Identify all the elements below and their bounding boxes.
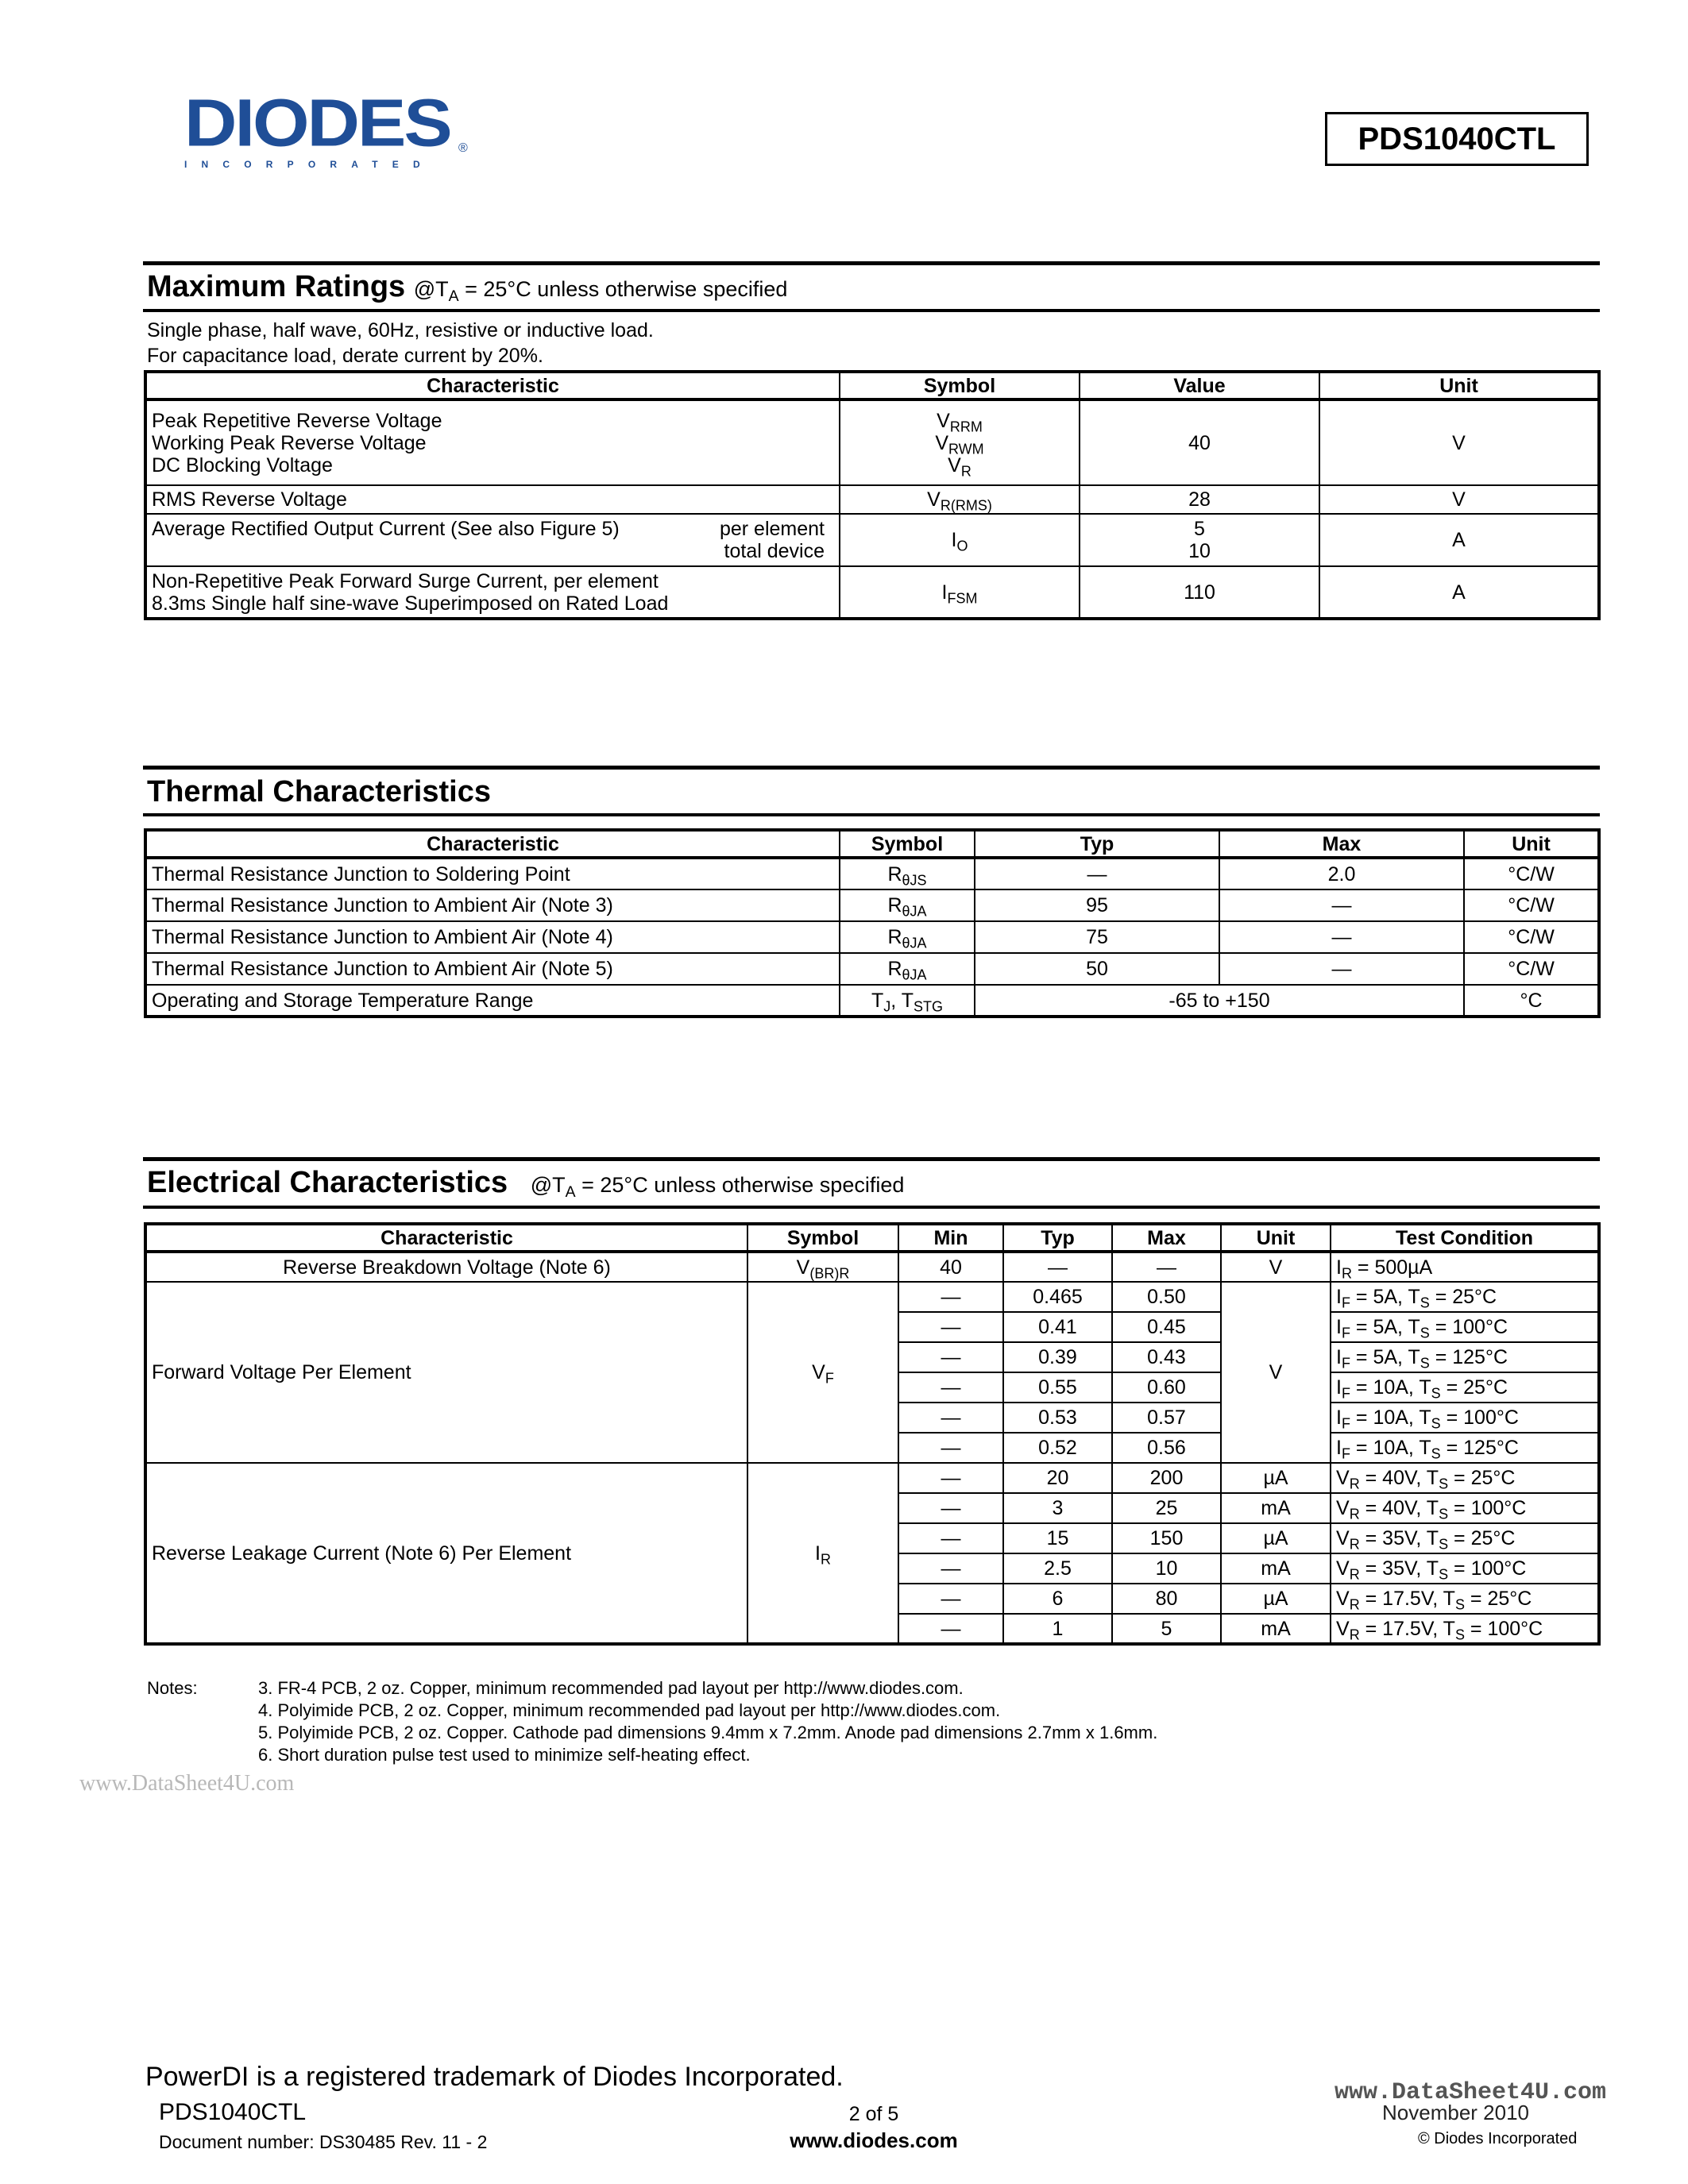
footer-date: November 2010 [1382, 2101, 1529, 2124]
section-rule [143, 261, 1600, 265]
footer-website-link[interactable]: www.diodes.com [790, 2128, 958, 2152]
footer-trademark: PowerDI is a registered trademark of Diodes Incorporated. [145, 2062, 844, 2092]
note-item: 6. Short duration pulse test used to minimize self-heating effect. [258, 1745, 751, 1765]
column-header: Characteristic [145, 372, 840, 399]
table-row: Reverse Leakage Current (Note 6) Per Element $I_R$ — 20 200 µA $V_R = 40V$, $T_S = 25^\circ C$ [145, 1463, 1599, 1493]
table-row [145, 399, 1599, 485]
table-row: Thermal Resistance Junction to Ambient Air (Note 3) $R_{\theta JA}$ 95 — °C/W [145, 889, 1599, 921]
table-header-row [145, 830, 1599, 858]
characteristic-cell: RMS Reverse Voltage [145, 485, 840, 514]
logo-registered-mark: ® [458, 141, 468, 155]
table-header-row: Characteristic Symbol Min Typ Max Unit Test Condition [145, 1224, 1599, 1252]
column-header: Symbol [840, 830, 975, 858]
thermal-title: Thermal Characteristics [147, 775, 491, 808]
symbol-cell: $I_O$ [840, 514, 1080, 566]
section-rule [143, 813, 1600, 816]
table-row: Thermal Resistance Junction to Ambient Air (Note 5) $R_{\theta JA}$ 50 — °C/W [145, 953, 1599, 985]
characteristic-cell: Non-Repetitive Peak Forward Surge Current, per element 8.3ms Single half sine-wave Superimposed on Rated Load [145, 566, 840, 619]
symbol-cell: $V_{RRM}$ $V_{RWM}$ $V_R$ [840, 399, 1080, 485]
unit-cell: A [1319, 514, 1599, 566]
unit-cell: V [1319, 485, 1599, 514]
characteristic-cell: Average Rectified Output Current (See also Figure 5) per element total device [145, 514, 840, 566]
table-row [145, 485, 1599, 514]
table-row: Forward Voltage Per Element $V_F$ — 0.465 0.50 V $I_F = 5A$, $T_S = 25^\circ C$ [145, 1282, 1599, 1312]
value-cell: 110 [1080, 566, 1319, 619]
footer-page-number: 2 of 5 [848, 2103, 899, 2125]
max-ratings-title: Maximum Ratings [147, 270, 406, 303]
section-rule [143, 766, 1600, 770]
note-item: 4. Polyimide PCB, 2 oz. Copper, minimum recommended pad layout per http://www.diodes.com. [258, 1700, 1001, 1720]
logo-subtitle: INCORPORATED [184, 159, 435, 170]
value-cell: 40 [1080, 399, 1319, 485]
electrical-title: Electrical Characteristics [147, 1166, 508, 1199]
column-header: Characteristic [145, 830, 840, 858]
table-row: — 2.5 10 mA $V_R = 35V$, $T_S = 100^\circ C$ [145, 1553, 1599, 1584]
table-row [145, 566, 1599, 619]
characteristic-cell: Peak Repetitive Reverse Voltage Working Peak Reverse Voltage DC Blocking Voltage [145, 399, 840, 485]
logo-wordmark: DIODES [184, 85, 450, 160]
footer-document-number: Document number: DS30485 Rev. 11 - 2 [159, 2132, 488, 2152]
column-header: Symbol [840, 372, 1080, 399]
column-header: Typ [975, 830, 1219, 858]
note-item: 3. FR-4 PCB, 2 oz. Copper, minimum recommended pad layout per http://www.diodes.com. [258, 1678, 964, 1698]
table-row: Operating and Storage Temperature Range $T_J$, $T_{STG}$ -65 to +150 °C [145, 985, 1599, 1017]
section-rule [143, 1157, 1600, 1161]
section-rule [143, 1206, 1600, 1209]
table-row [145, 514, 1599, 566]
unit-cell: V [1319, 399, 1599, 485]
diodes-logo [184, 85, 468, 170]
table-header-row [145, 372, 1599, 399]
watermark-left: www.DataSheet4U.com [79, 1771, 295, 1796]
table-row: — 0.41 0.45 $I_F = 5A$, $T_S = 100^\circ C$ [145, 1312, 1599, 1342]
section-rule [143, 309, 1600, 312]
electrical-heading [147, 1166, 904, 1200]
value-cell: 28 [1080, 485, 1319, 514]
table-row: — 0.55 0.60 $I_F = 10A$, $T_S = 25^\circ C$ [145, 1372, 1599, 1403]
table-row: — 6 80 µA $V_R = 17.5V$, $T_S = 25^\circ C$ [145, 1584, 1599, 1614]
part-number-box: PDS1040CTL [1325, 112, 1589, 166]
electrical-table [144, 1222, 1601, 1646]
table-row: Thermal Resistance Junction to Ambient Air (Note 4) $R_{\theta JA}$ 75 — °C/W [145, 921, 1599, 953]
column-header: Unit [1319, 372, 1599, 399]
table-row: — 3 25 mA $V_R = 40V$, $T_S = 100^\circ C$ [145, 1493, 1599, 1523]
column-header: Max [1219, 830, 1464, 858]
footer-part-number: PDS1040CTL [159, 2099, 307, 2125]
value-cell: 5 10 [1080, 514, 1319, 566]
table-row: — 0.53 0.57 $I_F = 10A$, $T_S = 100^\circ C$ [145, 1403, 1599, 1433]
unit-cell: A [1319, 566, 1599, 619]
symbol-cell: $I_{FSM}$ [840, 566, 1080, 619]
max-ratings-condition: $@T_A = 25^\circ C$ unless otherwise specified [413, 277, 788, 305]
notes-label: Notes: [147, 1678, 198, 1698]
footer-copyright: © Diodes Incorporated [1418, 2130, 1578, 2147]
column-header: Unit [1464, 830, 1599, 858]
max-ratings-note-2: For capacitance load, derate current by 20%. [147, 345, 543, 367]
note-item: 5. Polyimide PCB, 2 oz. Copper. Cathode pad dimensions 9.4mm x 7.2mm. Anode pad dimensions 2.7mm x 1.6mm. [258, 1723, 1158, 1742]
table-row: Reverse Breakdown Voltage (Note 6) $V_{(BR)R}$ 40 — — V $I_R = 500\mu A$ [145, 1252, 1599, 1282]
table-row: Thermal Resistance Junction to Soldering Point $R_{\theta JS}$ — 2.0 °C/W [145, 858, 1599, 889]
electrical-condition: $@T_A = 25^\circ C$ unless otherwise specified [530, 1173, 905, 1201]
symbol-cell: $V_{R(RMS)}$ [840, 485, 1080, 514]
table-row: — 0.39 0.43 $I_F = 5A$, $T_S = 125^\circ C$ [145, 1342, 1599, 1372]
max-ratings-table [144, 370, 1601, 620]
table-row: — 1 5 mA $V_R = 17.5V$, $T_S = 100^\circ C$ [145, 1614, 1599, 1644]
watermark-right: www.DataSheet4U.com [1335, 2079, 1607, 2106]
max-ratings-heading [147, 270, 787, 304]
column-header: Value [1080, 372, 1319, 399]
max-ratings-note-1: Single phase, half wave, 60Hz, resistive or inductive load. [147, 319, 654, 341]
thermal-table [144, 828, 1601, 1018]
table-row: — 15 150 µA $V_R = 35V$, $T_S = 25^\circ C$ [145, 1523, 1599, 1553]
table-row: — 0.52 0.56 $I_F = 10A$, $T_S = 125^\circ C$ [145, 1433, 1599, 1463]
